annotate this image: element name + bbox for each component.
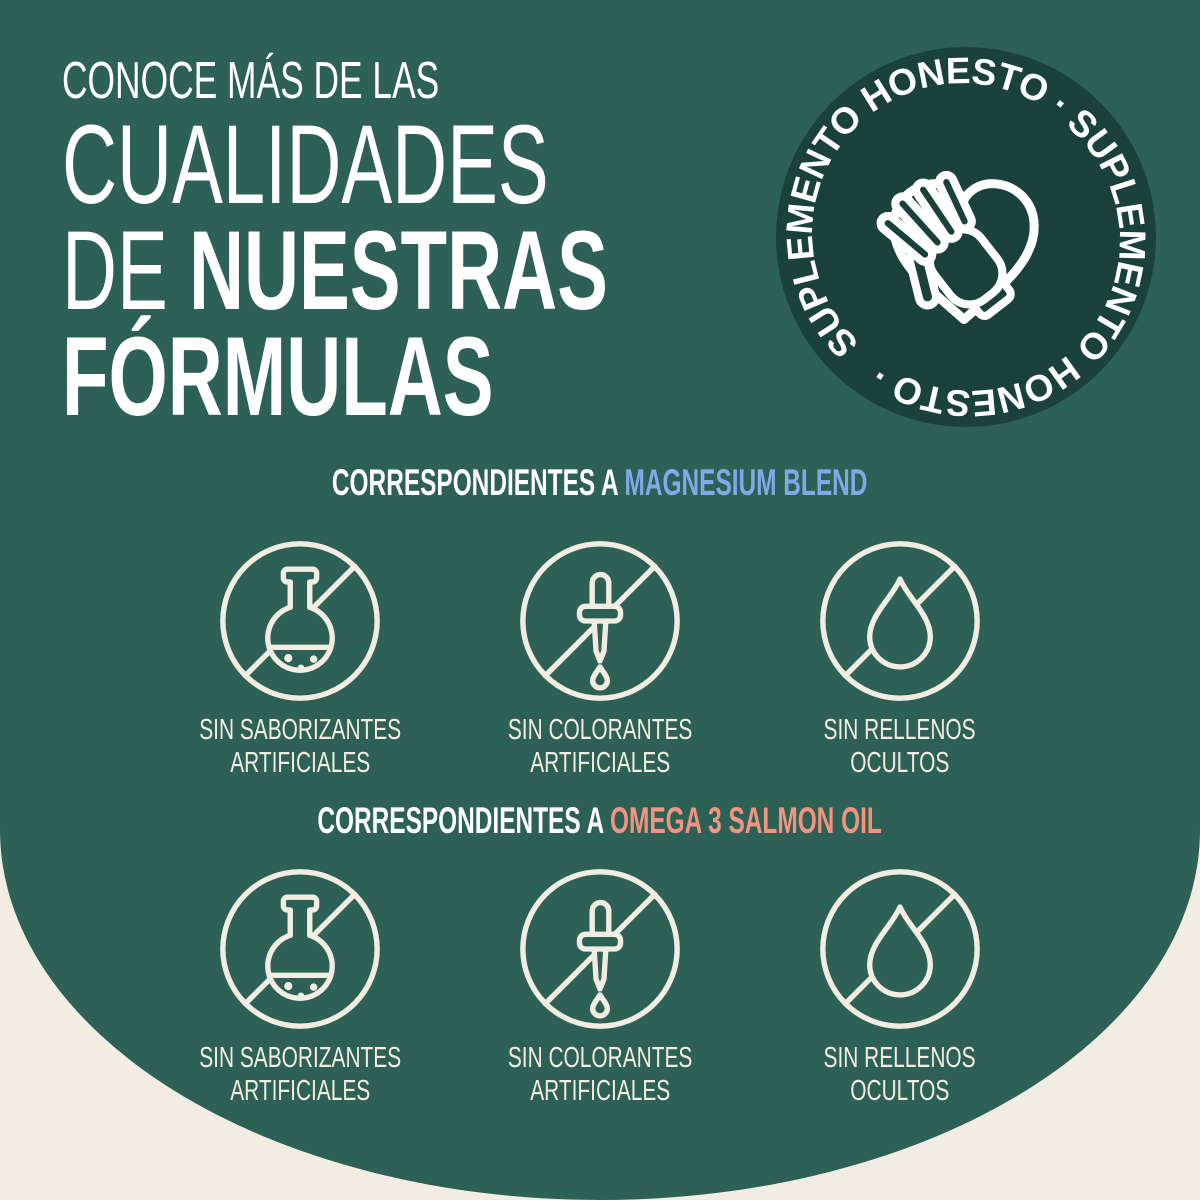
- no-hidden-fillers-icon: [817, 866, 983, 1032]
- quality-item: [150, 866, 450, 1108]
- quality-item: [750, 866, 1050, 1108]
- quality-label: SIN COLORANTES ARTIFICIALES: [507, 1042, 693, 1107]
- quality-label: SIN SABORIZANTES ARTIFICIALES: [199, 1042, 401, 1107]
- heading-highlight-magnesium: MAGNESIUM BLEND: [624, 462, 868, 503]
- no-artificial-colors-icon: [517, 538, 683, 704]
- quality-label: SIN SABORIZANTES ARTIFICIALES: [199, 714, 401, 779]
- quality-label: SIN COLORANTES ARTIFICIALES: [507, 714, 693, 779]
- title-line-1: CONOCE MÁS DE LAS: [62, 52, 440, 110]
- no-artificial-flavors-icon: [217, 538, 383, 704]
- quality-item: [150, 538, 450, 780]
- quality-label: SIN RELLENOS OCULTOS: [823, 1042, 977, 1107]
- no-artificial-colors-icon: [517, 866, 683, 1032]
- title-line-2: CUALIDADES: [62, 102, 549, 227]
- badge-circular-text: SUPLEMENTO HONESTO · SUPLEMENTO HONESTO ·: [778, 50, 1154, 425]
- heading-highlight-omega: OMEGA 3 SALMON OIL: [610, 800, 883, 841]
- page-title: [62, 50, 865, 439]
- quality-label: SIN RELLENOS OCULTOS: [823, 714, 977, 779]
- quality-item: [450, 538, 750, 780]
- section-heading-omega-3: CORRESPONDIENTES A OMEGA 3 SALMON OIL: [317, 800, 883, 841]
- quality-grid-omega-3: [150, 866, 1050, 1108]
- quality-item: [450, 866, 750, 1108]
- no-artificial-flavors-icon: [217, 866, 383, 1032]
- title-line-3: DE NUESTRAS: [62, 208, 608, 333]
- honest-supplement-badge: [775, 46, 1157, 428]
- title-line-4: FÓRMULAS: [62, 314, 494, 439]
- section-heading-magnesium-blend: CORRESPONDIENTES A MAGNESIUM BLEND: [332, 462, 868, 503]
- quality-item: [750, 538, 1050, 780]
- no-hidden-fillers-icon: [817, 538, 983, 704]
- quality-grid-magnesium: [150, 538, 1050, 780]
